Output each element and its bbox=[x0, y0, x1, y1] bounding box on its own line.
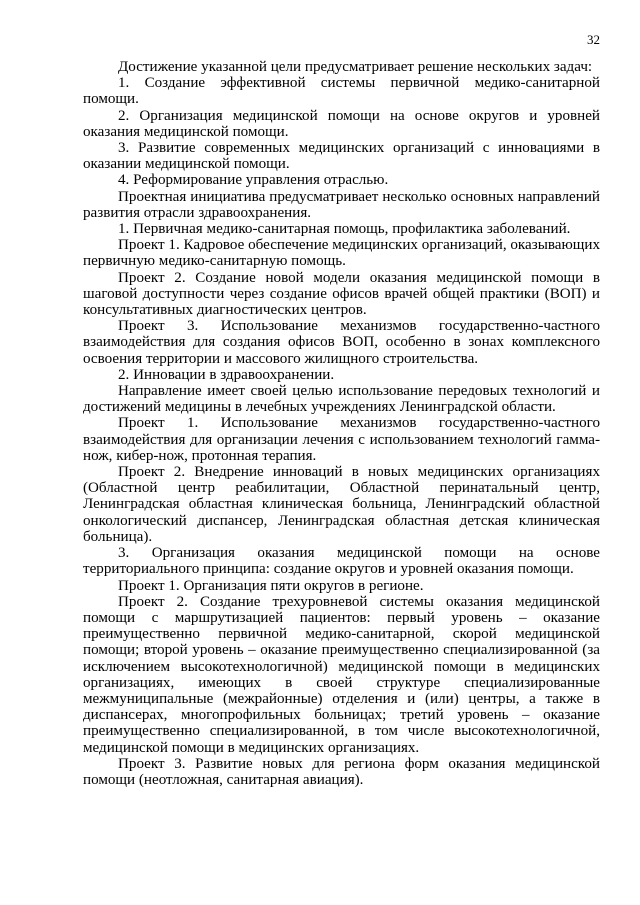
paragraph-direction-2-goal: Направление имеет своей целью использование передовых технологий и достижений медицины в лечебных учреждениях Ленинградской области. bbox=[83, 383, 600, 416]
paragraph-task-3: 3. Развитие современных медицинских организаций с инновациями в оказании медицинской помощи. bbox=[83, 140, 600, 173]
paragraph-direction-1-project-2: Проект 2. Создание новой модели оказания медицинской помощи в шаговой доступности через создание офисов врачей общей практики (ВОП) и консультативных диагностических центров. bbox=[83, 269, 600, 319]
paragraph-task-4: 4. Реформирование управления отраслью. bbox=[118, 172, 389, 189]
paragraph-direction-1-project-3: Проект 3. Использование механизмов государственно-частного взаимодействия для создания офисов ВОП, особенно в зонах комплексного освоения территории и массового жилищного строительства. bbox=[83, 318, 600, 367]
paragraph-direction-3: 3. Организация оказания медицинской помощи на основе территориального принципа: создание округов и уровней оказания помощи. bbox=[83, 545, 600, 578]
paragraph-task-2: 2. Организация медицинской помощи на основе округов и уровней оказания медицинской помощи. bbox=[83, 107, 600, 140]
document-body bbox=[83, 59, 600, 788]
paragraph-direction-3-project-2: Проект 2. Создание трехуровневой системы оказания медицинской помощи с маршрутизацией пациентов: первый уровень – оказание преимущественно первичной медико-санитарной, скорой медицинской помощи; второй уровень – оказание преимущественно специализированной (за исключением высокотехнологичной) медицинской помощи в медицинских организациях, имеющих в своей структуре специализированные межмуниципальные (межрайонные) отделения и (или) центры, а также в диспансерах, многопрофильных больницах; третий уровень – оказание преимущественно специализированной, в том числе высокотехнологичной, медицинской помощи в медицинских организациях. bbox=[83, 593, 600, 756]
paragraph-direction-2: 2. Инновации в здравоохранении. bbox=[118, 366, 335, 383]
paragraph-initiative: Проектная инициатива предусматривает несколько основных направлений развития отрасли здравоохранения. bbox=[83, 188, 600, 221]
paragraph-direction-2-project-1: Проект 1. Использование механизмов государственно-частного взаимодействия для организации лечения с использованием технологий гамма-нож, кибер-нож, протонная терапия. bbox=[83, 415, 600, 464]
paragraph-direction-2-project-2: Проект 2. Внедрение инноваций в новых медицинских организациях (Областной центр реабилитации, Областной перинатальный центр, Ленинградская областная клиническая больница, Ленинградский областной онкологический диспансер, Ленинградская областная детская клиническая больница). bbox=[83, 464, 600, 545]
paragraph-direction-1: 1. Первичная медико-санитарная помощь, профилактика заболеваний. bbox=[118, 221, 571, 238]
paragraph-direction-3-project-1: Проект 1. Организация пяти округов в регионе. bbox=[118, 577, 424, 594]
paragraph-direction-3-project-3: Проект 3. Развитие новых для региона форм оказания медицинской помощи (неотложная, санитарная авиация). bbox=[83, 755, 600, 788]
paragraph-intro: Достижение указанной цели предусматривает решение нескольких задач: bbox=[118, 59, 593, 75]
paragraph-task-1: 1. Создание эффективной системы первичной медико-санитарной помощи. bbox=[83, 75, 600, 108]
paragraph-direction-1-project-1: Проект 1. Кадровое обеспечение медицинских организаций, оказывающих первичную медико-санитарную помощь. bbox=[83, 237, 600, 270]
page-number: 32 bbox=[587, 32, 600, 47]
